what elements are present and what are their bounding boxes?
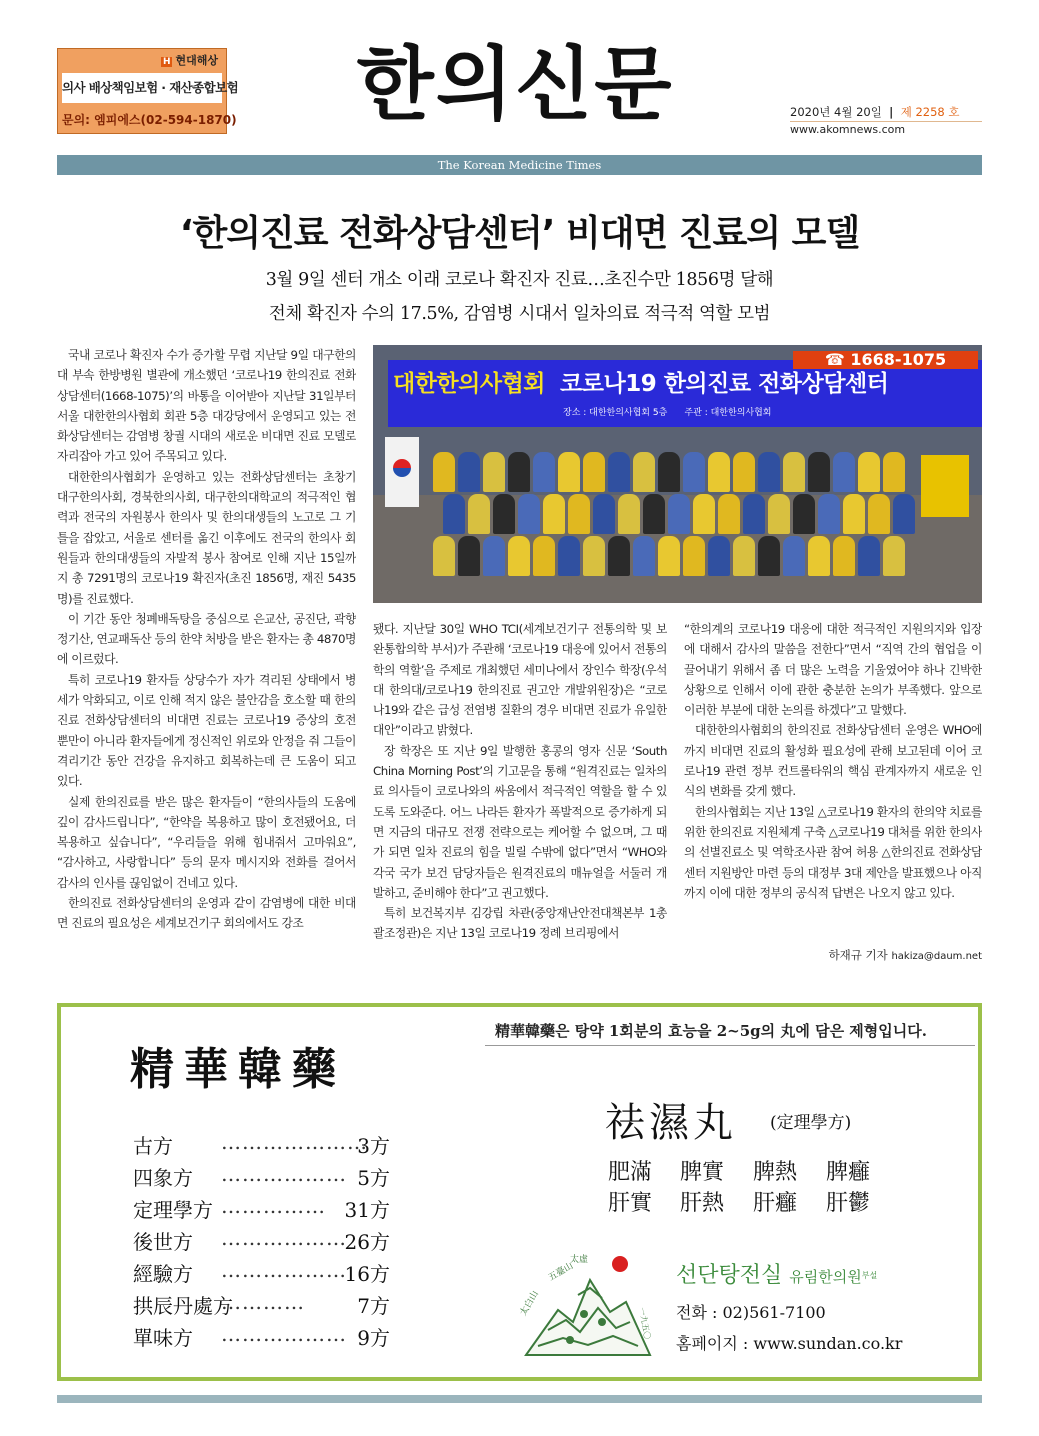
seal-text: 五臺山 [546, 1261, 576, 1284]
photo-person [458, 536, 480, 576]
article-deck-line-2: 전체 확진자 수의 17.5%, 감염병 시대서 일차의료 적극적 역할 모범 [268, 304, 771, 324]
issue-date: 2020년 4월 20일 [790, 105, 882, 119]
photo-person [468, 494, 490, 534]
photo-person [443, 494, 465, 534]
indication: 脾癰 [826, 1160, 871, 1185]
photo-person [733, 536, 755, 576]
paragraph: “한의계의 코로나19 대응에 대한 적극적인 지원의지와 입장에 대해서 감사의 말씀을 전한다”면서 “직역 간의 협업을 이끌어내기 위해서 좀 더 많은 노력을 기울였어야 하나 긴박한 상황으로 인해서 이에 관한 충분한 논의가 부족했다. 앞으로 이러한 부분에 대한 논의를 하겠다”고 말했다. [684, 622, 982, 718]
ad-menu-item: 定理學方 …………… 31方 [133, 1194, 390, 1222]
insurance-contact: 문의: 엠피에스(02-594-1870) [62, 113, 237, 127]
photo-person [558, 452, 580, 492]
photo-person [593, 494, 615, 534]
photo-person [868, 494, 890, 534]
ad-menu-item: 後世方 ……………… 26方 [133, 1226, 390, 1254]
photo-group [433, 440, 913, 600]
ad-brand: 精華韓藥 [130, 1044, 346, 1095]
article-column-1 [57, 345, 356, 985]
photo-person [883, 452, 905, 492]
indication: 肝熱 [680, 1191, 725, 1216]
photo-person [893, 494, 915, 534]
seal-text: 太白山 [518, 1289, 541, 1318]
clinic-name: 선단탕전실 유림한의원부설 [676, 1263, 878, 1288]
photo-person [668, 494, 690, 534]
issue-divider [790, 121, 982, 122]
seal-text: 太虛 [570, 1255, 589, 1265]
photo-person [518, 494, 540, 534]
photo-person [633, 536, 655, 576]
photo-person [543, 494, 565, 534]
photo-person [483, 452, 505, 492]
clinic-homepage-link[interactable]: 홈페이지 : www.sundan.co.kr [676, 1334, 903, 1353]
photo-person [733, 452, 755, 492]
photo-person [808, 452, 830, 492]
article-column-2 [373, 619, 667, 985]
insurance-products: 의사 배상책임보험 · 재산종합보험 [62, 73, 222, 103]
photo-person [693, 494, 715, 534]
photo-person [643, 494, 665, 534]
photo-person [793, 494, 815, 534]
photo-person [508, 452, 530, 492]
photo-person [583, 536, 605, 576]
photo-person [683, 452, 705, 492]
footer-bar [57, 1395, 982, 1403]
indication: 肝鬱 [826, 1191, 871, 1216]
remedy-subtitle: (定理學方) [770, 1113, 852, 1133]
remedy-name: 祛濕丸 [605, 1100, 737, 1146]
paragraph: 대한한의사협회가 운영하고 있는 전화상담센터는 초창기 대구한의사회, 경북한의사회, 대구한의대학교의 적극적인 협력과 전국의 자원봉사 한의사 및 한의대생들의 노고로 그 기틀을 잡았고, 서울로 센터를 옮긴 이후에도 전국의 한의사 회원들과 한의대생들의 자발적 봉사 참여로 인해 지난 15일까지 총 7291명의 코로나19 확진자(초진 1856명, 재진 5435명)를 진료했다. [57, 469, 356, 606]
indication: 肥滿 [608, 1160, 653, 1185]
photo-person [483, 536, 505, 576]
article-deck-line-1: 3월 9일 센터 개소 이래 코로나 확진자 진료…초진수만 1856명 달해 [265, 270, 774, 290]
photo-person [458, 452, 480, 492]
article-photo [373, 345, 982, 603]
ad-menu-item: 拱辰丹處方 ………… 7方 [133, 1290, 390, 1318]
ad-menu-item: 經驗方 ……………… 16方 [133, 1258, 390, 1286]
indication: 肝癰 [753, 1191, 798, 1216]
seal-text: 一九五〇 [637, 1306, 652, 1340]
photo-person [608, 452, 630, 492]
photo-person [718, 494, 740, 534]
article-column-3 [684, 619, 982, 949]
association-flag-icon [921, 455, 969, 517]
ad-tagline-divider [485, 1045, 975, 1046]
photo-banner-title: 대한한의사협회 코로나19 한의진료 전화상담센터 [393, 371, 889, 397]
photo-person [708, 536, 730, 576]
photo-person [843, 494, 865, 534]
insurance-brand: H 현대해상 [162, 54, 218, 67]
korean-flag-icon [385, 437, 419, 507]
photo-person [568, 494, 590, 534]
photo-person [558, 536, 580, 576]
paragraph: 대한한의사협회의 한의진료 전화상담센터 운영은 WHO에까지 비대면 진료의 활성화 필요성에 관해 보고된데 이어 코로나19 관련 정부 컨트롤타워의 핵심 관계자까지 새로운 인식의 변화를 갖게 했다. [684, 723, 982, 799]
photo-person [608, 536, 630, 576]
paragraph: 특히 코로나19 환자들 상당수가 자가 격리된 상태에서 병세가 악화되고, 이로 인해 적지 않은 불안감을 호소할 때 한의진료 전화상담센터의 비대면 진료는 코로나19 증상의 호전 뿐만이 아니라 환자들에게 정신적인 위로와 안정을 줘 그들이 격리기간 동안 건강을 유지하고 회복하는데 큰 도움이 되고 있다. [57, 672, 356, 789]
photo-person [618, 494, 640, 534]
photo-person [833, 452, 855, 492]
photo-person [433, 536, 455, 576]
issue-info: 2020년 4월 20일 | 제 2258 호 [790, 105, 960, 119]
photo-person [858, 452, 880, 492]
clinic-phone: 전화 : 02)561-7100 [676, 1303, 826, 1322]
ad-menu-item: 四象方 ……………… 5方 [133, 1162, 390, 1190]
photo-person [808, 536, 830, 576]
paragraph: 한의사협회는 지난 13일 △코로나19 환자의 한의약 치료를 위한 한의진료 지원체계 구축 △코로나19 대처를 위한 한의사의 선별진료소 및 역학조사관 참여 허용 △한의진료 전화상담센터 지원방안 마련 등의 대정부 3대 제안을 발표했으나 아직까지 이에 대한 정부의 공식적 답변은 나오지 않고 있다. [684, 804, 982, 900]
masthead-english-title: The Korean Medicine Times [437, 158, 602, 172]
byline-email[interactable]: hakiza@daum.net [891, 951, 982, 962]
photo-person [758, 536, 780, 576]
paragraph: 장 학장은 또 지난 9일 발행한 홍콩의 영자 신문 ‘South China Morning Post’의 기고문을 통해 “원격진료는 일차의료 의사들이 코로나와의 싸움에서 적극적인 역할을 할 수 있도록 도와준다. 어느 나라든 환자가 폭발적으로 증가하게 되면 지금의 대규모 전쟁 전략으로는 케어할 수 없으며, 그 때가 되면 일차 진료의 힘을 빌릴 수밖에 없다”면서 “WHO와 각국 국가 보건 담당자들은 원격진료의 매뉴얼을 서둘러 개발하고, 준비해야 한다”고 권고했다. [373, 743, 667, 900]
photo-person [683, 536, 705, 576]
article-byline: 하재규 기자 hakiza@daum.net [828, 948, 982, 962]
paragraph: 국내 코로나 확진자 수가 증가할 무렵 지난달 9일 대구한의대 부속 한방병원 별관에 개소했던 ‘코로나19 한의진료 전화상담센터(1668-1075)’의 바통을 이어받아 지난달 31일부터 서울 대한한의사협회 회관 5층 대강당에서 운영되고 있는 전화상담센터는 감염병 창궐 시대의 새로운 비대면 진료 모델로 자리잡아 가고 있어 주목되고 있다. [57, 348, 356, 464]
paragraph: 특히 보건복지부 김강립 차관(중앙재난안전대책본부 1총괄조정관)은 지난 13일 코로나19 정례 브리핑에서 [373, 906, 667, 941]
photo-person [433, 452, 455, 492]
photo-person [493, 494, 515, 534]
ad-menu-item: 古方 ………………… 3方 [133, 1130, 390, 1158]
insurance-ad[interactable] [57, 48, 239, 134]
photo-person [818, 494, 840, 534]
photo-person [633, 452, 655, 492]
photo-person [583, 452, 605, 492]
photo-person [533, 536, 555, 576]
indication: 脾熱 [753, 1160, 798, 1185]
photo-person [783, 536, 805, 576]
photo-person [783, 452, 805, 492]
photo-person [658, 536, 680, 576]
photo-person [758, 452, 780, 492]
photo-person [833, 536, 855, 576]
paragraph: 됐다. 지난달 30일 WHO TCI(세계보건기구 전통의학 및 보완통합의학 부서)가 주관해 ‘코로나19 대응에 있어서 전통의학의 역할’을 주제로 개최했던 세미나에서 장인수 학장(우석대 한의대/코로나19 한의진료 권고안 개발위원장)은 “코로나19와 같은 급성 전염병 질환의 경우 비대면 진료가 유일한 대안”이라고 밝혔다. [373, 622, 667, 738]
photo-person [508, 536, 530, 576]
paragraph: 실제 한의진료를 받은 많은 환자들이 “한의사들의 도움에 깊이 감사드립니다”, “한약을 복용하고 많이 호전됐어요, 더 복용하고 싶습니다”, “우리들을 위해 힘내줘서 고마워요”, “감사하고, 사랑합니다” 등의 문자 메시지와 전화를 걸어서 감사의 인사를 끊임없이 건네고 있다. [57, 794, 356, 890]
issue-number: 제 2258 호 [900, 105, 960, 119]
photo-person [743, 494, 765, 534]
photo-person [768, 494, 790, 534]
ad-menu-item: 單味方 ……………… 9方 [133, 1322, 390, 1350]
mountain-seal-logo [518, 1250, 658, 1365]
photo-person [708, 452, 730, 492]
photo-person [533, 452, 555, 492]
website-link[interactable]: www.akomnews.com [790, 123, 906, 136]
paragraph: 이 기간 동안 청폐배독탕을 중심으로 은교산, 공진단, 곽향정기산, 연교패독산 등의 한약 처방을 받은 환자는 총 4870명에 이르렀다. [57, 611, 356, 667]
insurance-logo-icon: H [162, 57, 171, 67]
paragraph: 한의진료 전화상담센터의 운영과 같이 감염병에 대한 비대면 진료의 필요성은 세계보건기구 회의에서도 강조 [57, 896, 356, 931]
photo-person [858, 536, 880, 576]
indication: 肝實 [608, 1191, 653, 1216]
photo-person [883, 536, 905, 576]
photo-person [658, 452, 680, 492]
ad-tagline: 精華韓藥은 탕약 1회분의 효능을 2~5g의 丸에 담은 제형입니다. [495, 1022, 927, 1040]
indication: 脾實 [680, 1160, 725, 1185]
photo-phone-tag: ☎ 1668-1075 [793, 351, 978, 369]
photo-banner-sub: 장소 : 대한한의사협회 5층 주관 : 대한한의사협회 [563, 408, 772, 418]
article-headline: ‘한의진료 전화상담센터’ 비대면 진료의 모델 [179, 213, 860, 254]
masthead-title: 한의신문 [356, 38, 674, 131]
